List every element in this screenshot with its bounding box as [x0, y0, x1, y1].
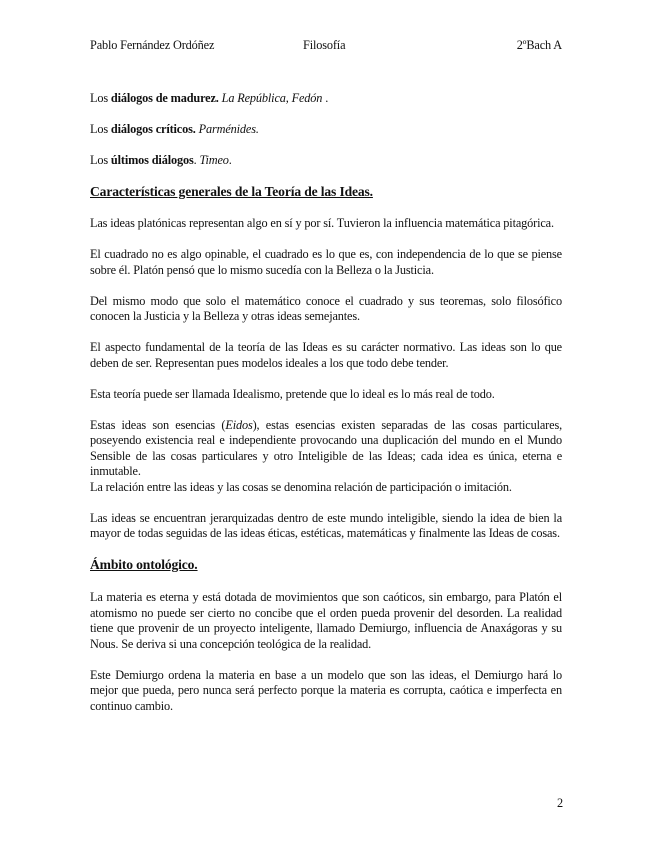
paragraph: Este Demiurgo ordena la materia en base a un modelo que son las ideas, el Demiurgo hará lo mejor que pueda, pero nunca será perfecto porque la materia es corrupta, caótica e imperfecta en continuo cambio.	[90, 667, 562, 713]
paragraph: La materia es eterna y está dotada de movimientos que son caóticos, sin embargo, para Platón el atomismo no puede ser cierto no concibe que el orden pueda provenir del desorden. La realidad tiene que provenir de un proyecto inteligente, llamado Demiurgo, influencia de Anaxágoras y su Nous. Se deriva si una concepción teológica de la realidad.	[90, 590, 562, 651]
dialog-line-critical: Los diálogos críticos. Parménides.	[90, 122, 259, 136]
dialog-line-last: Los últimos diálogos. Timeo.	[90, 153, 232, 167]
page-body	[90, 91, 562, 730]
paragraph: Estas ideas son esencias (Eidos), estas esencias existen separadas de las cosas particulares, poseyendo existencia real e independiente provocando una duplicación del mundo en el Mundo Sensible de las cosas particulares y otro Inteligible de las Ideas; cada idea es única, eterna e inmutable.	[90, 417, 562, 478]
paragraph: El cuadrado no es algo opinable, el cuadrado es lo que es, con independencia de lo que se piense sobre él. Platón pensó que lo mismo sucedía con la Belleza o la Justicia.	[90, 247, 562, 277]
paragraph: Las ideas se encuentran jerarquizadas dentro de este mundo inteligible, siendo la idea de bien la mayor de todas seguidas de las ideas éticas, estéticas, matemáticas y finalmente las Ideas de cosas.	[90, 510, 562, 540]
paragraph: El aspecto fundamental de la teoría de las Ideas es su carácter normativo. Las ideas son lo que deben de ser. Representan pues modelos ideales a los que todo debe tender.	[90, 340, 562, 370]
section-heading-ontological: Ámbito ontológico.	[90, 557, 198, 572]
dialog-line-maturity: Los diálogos de madurez. La República, Fedón .	[90, 91, 329, 105]
section-heading-ideas: Características generales de la Teoría de las Ideas.	[90, 184, 373, 199]
paragraph: Esta teoría puede ser llamada Idealismo, pretende que lo ideal es lo más real de todo.	[90, 386, 495, 401]
header-author: Pablo Fernández Ordóñez	[90, 38, 215, 52]
paragraph: La relación entre las ideas y las cosas se denomina relación de participación o imitación.	[90, 479, 512, 494]
header-course: 2ºBach A	[516, 38, 562, 52]
paragraph: Las ideas platónicas representan algo en sí y por sí. Tuvieron la influencia matemática pitagórica.	[90, 216, 554, 230]
header-subject: Filosofía	[303, 38, 346, 52]
paragraph: Del mismo modo que solo el matemático conoce el cuadrado y sus teoremas, solo filosófico conocen la Justicia y la Belleza y otras ideas semejantes.	[90, 293, 562, 323]
page-number: 2	[557, 796, 563, 810]
page-header	[90, 38, 562, 54]
